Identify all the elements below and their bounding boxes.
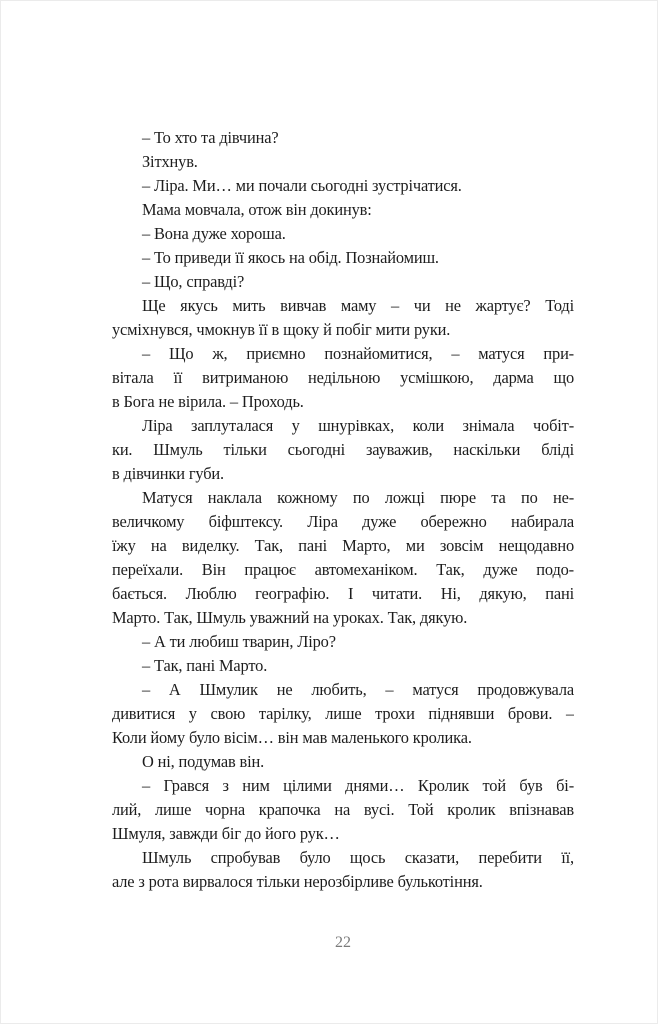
- paragraph: [112, 246, 574, 270]
- text-line: вітала її витриманою недільною усмішкою, дарма що: [112, 368, 574, 387]
- text-line: – Що, справді?: [142, 272, 245, 291]
- paragraph: [112, 486, 574, 630]
- text-line: Коли йому було вісім… він мав маленького кролика.: [112, 728, 472, 747]
- paragraph: [112, 270, 574, 294]
- paragraph: [112, 654, 574, 678]
- text-line: в Бога не вірила. – Проходь.: [112, 392, 304, 411]
- paragraph: [112, 198, 574, 222]
- text-line: Марто. Так, Шмуль уважний на уроках. Так, дякую.: [112, 608, 468, 627]
- paragraph: [112, 630, 574, 654]
- paragraph: [112, 846, 574, 894]
- text-line: дивитися у свою тарілку, лише трохи піднявши брови. –: [112, 704, 574, 723]
- paragraph: [112, 774, 574, 846]
- text-line: Ліра заплуталася у шнурівках, коли знімала чобіт-: [142, 416, 574, 435]
- text-line: О ні, подумав він.: [142, 752, 265, 771]
- text-line: переїхали. Він працює автомеханіком. Так, дуже подо-: [112, 560, 574, 579]
- paragraph: [112, 126, 574, 150]
- paragraph: [112, 342, 574, 414]
- paragraph: [112, 174, 574, 198]
- text-line: – А ти любиш тварин, Ліро?: [142, 632, 336, 651]
- paragraph: [112, 414, 574, 486]
- text-line: Шмуль спробував було щось сказати, перебити її,: [142, 848, 574, 867]
- text-line: Зітхнув.: [142, 152, 198, 171]
- text-line: лий, лише чорна крапочка на вусі. Той кролик впізнавав: [112, 800, 574, 819]
- text-line: – А Шмулик не любить, – матуся продовжувала: [142, 680, 574, 699]
- page-text: [112, 126, 574, 894]
- text-line: Ще якусь мить вивчав маму – чи не жартує? Тоді: [142, 296, 574, 315]
- text-line: усміхнувся, чмокнув її в щоку й побіг мити руки.: [112, 320, 451, 339]
- text-line: Матуся наклала кожному по ложці пюре та по не-: [142, 488, 574, 507]
- text-line: – Грався з ним цілими днями… Кролик той був бі-: [142, 776, 574, 795]
- text-line: але з рота вирвалося тільки нерозбірливе булькотіння.: [112, 872, 483, 891]
- text-line: – То хто та дівчина?: [142, 128, 279, 147]
- text-line: – Так, пані Марто.: [142, 656, 268, 675]
- text-line: величкому біфштексу. Ліра дуже обережно набирала: [112, 512, 574, 531]
- text-line: Шмуля, завжди біг до його рук…: [112, 824, 340, 843]
- paragraph: [112, 750, 574, 774]
- paragraph: [112, 678, 574, 750]
- text-line: – Ліра. Ми… ми почали сьогодні зустрічатися.: [142, 176, 462, 195]
- text-line: в дівчинки губи.: [112, 464, 224, 483]
- paragraph: [112, 294, 574, 342]
- page-number: 22: [335, 934, 351, 951]
- text-line: їжу на виделку. Так, пані Марто, ми зовсім нещодавно: [112, 536, 574, 555]
- text-line: – То приведи її якось на обід. Познайомиш.: [142, 248, 439, 267]
- text-line: Мама мовчала, отож він докинув:: [142, 200, 372, 219]
- text-line: – Що ж, приємно познайомитися, – матуся при-: [142, 344, 574, 363]
- paragraph: [112, 150, 574, 174]
- text-line: бається. Люблю географію. І читати. Ні, дякую, пані: [112, 584, 574, 603]
- text-line: ки. Шмуль тільки сьогодні зауважив, наскільки бліді: [112, 440, 574, 459]
- text-line: – Вона дуже хороша.: [142, 224, 286, 243]
- paragraph: [112, 222, 574, 246]
